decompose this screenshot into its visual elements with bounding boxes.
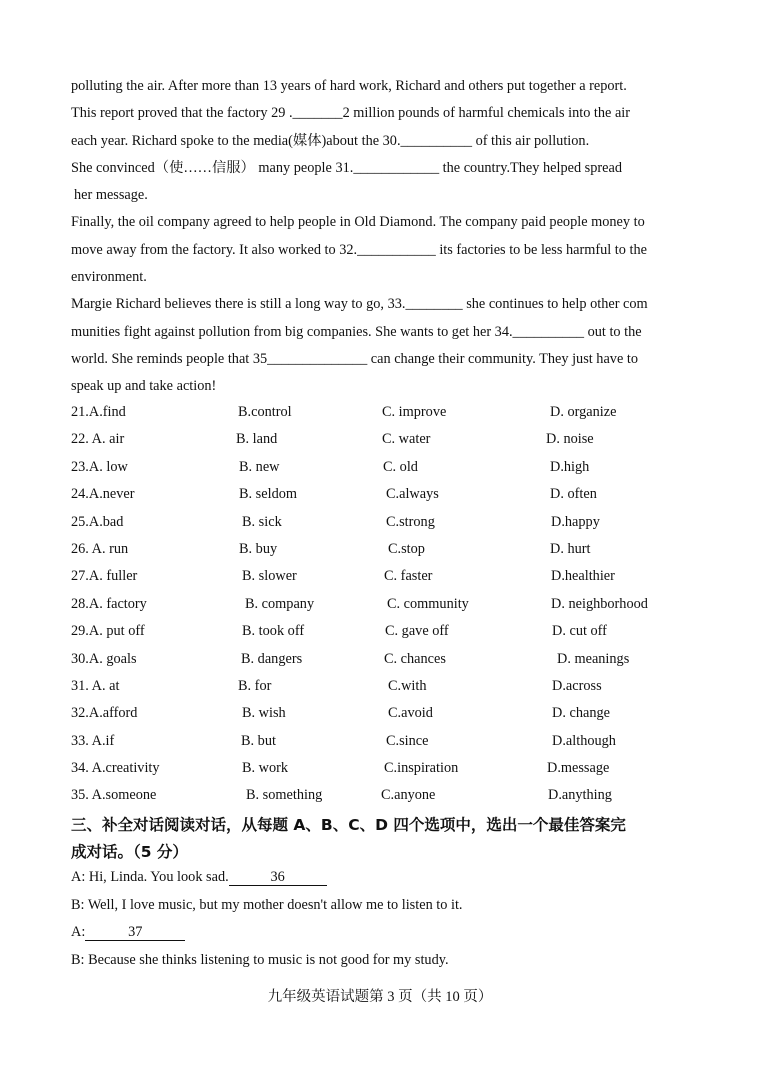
option-row [71, 673, 711, 700]
option-row [71, 782, 711, 809]
option-a: 24.A.never [71, 486, 135, 503]
option-a: 25.A.bad [71, 513, 124, 530]
passage-line: polluting the air. After more than 13 years of hard work, Richard and others put together a report. [71, 78, 627, 94]
option-d: D. meanings [557, 650, 630, 667]
dialogue [71, 864, 711, 974]
option-a: 27.A. fuller [71, 568, 138, 585]
option-b: B. for [238, 677, 272, 694]
option-c: C.inspiration [384, 760, 459, 777]
option-row [71, 700, 711, 727]
option-a: 21.A.find [71, 404, 126, 420]
option-b: B. buy [239, 540, 278, 557]
option-a: 31. A. at [71, 677, 120, 694]
option-a: 23.A. low [71, 458, 128, 475]
option-b: B. new [239, 458, 280, 475]
option-row [71, 563, 711, 590]
option-b: B.control [238, 404, 292, 420]
answer-blank-36: 36 [229, 869, 327, 886]
option-c: C. improve [382, 404, 447, 420]
passage-line: her message. [74, 187, 148, 204]
option-b: B. something [246, 787, 323, 804]
option-row [71, 755, 711, 782]
section-3-title-line: 三、补全对话阅读对话，从每题 A、B、C、D 四个选项中，选出一个最佳答案完 [71, 816, 626, 834]
dialogue-line [71, 919, 711, 947]
page-footer: 九年级英语试题第 3 页（共 10 页） [267, 989, 493, 1005]
option-a: 30.A. goals [71, 650, 137, 667]
option-row [71, 728, 711, 755]
dialogue-line: B: Well, I love music, but my mother doesn't allow me to listen to it. [71, 896, 463, 913]
option-d: D. hurt [550, 540, 591, 557]
dialogue-line [71, 864, 711, 892]
option-c: C.strong [386, 513, 435, 530]
option-d: D.across [552, 677, 602, 694]
option-b: B. dangers [241, 650, 303, 667]
option-row [71, 399, 711, 426]
passage-line: Margie Richard believes there is still a long way to go, 33.________ she continues to help other com [71, 296, 648, 313]
option-c: C. water [382, 431, 431, 448]
passage-line: each year. Richard spoke to the media(媒体)about the 30.__________ of this air pollution. [71, 132, 590, 149]
option-b: B. company [245, 595, 315, 612]
option-c: C. old [383, 458, 418, 475]
option-b: B. work [242, 760, 289, 777]
option-d: D.high [550, 458, 590, 475]
dialogue-line: B: Because she thinks listening to music is not good for my study. [71, 951, 449, 968]
option-c: C.stop [388, 540, 425, 557]
option-d: D. neighborhood [551, 595, 648, 612]
option-b: B. but [241, 732, 276, 749]
answer-options [71, 399, 711, 810]
option-a: 22. A. air [71, 431, 125, 448]
option-b: B. land [236, 431, 278, 448]
option-row [71, 646, 711, 673]
option-row [71, 454, 711, 481]
option-c: C. community [387, 595, 469, 612]
option-c: C. chances [384, 650, 446, 667]
option-d: D.anything [548, 787, 612, 804]
option-row [71, 618, 711, 645]
option-c: C.since [386, 732, 429, 749]
section-3-heading [71, 812, 711, 866]
option-d: D.message [547, 760, 610, 777]
option-b: B. took off [242, 623, 305, 640]
option-a: 29.A. put off [71, 623, 145, 640]
passage-line: world. She reminds people that 35______________ can change their community. They just have to [71, 350, 638, 367]
option-d: D. often [550, 486, 597, 503]
passage-line: munities fight against pollution from big companies. She wants to get her 34.__________ out to the [71, 323, 642, 340]
section-3-title-line: 成对话。（5 分） [71, 843, 188, 861]
option-c: C. gave off [385, 623, 449, 640]
passage-line: speak up and take action! [71, 378, 217, 395]
passage-line: This report proved that the factory 29 ._______2 million pounds of harmful chemicals into the air [71, 105, 631, 122]
dialogue-text: A: [71, 924, 86, 940]
option-b: B. seldom [239, 486, 297, 503]
option-a: 26. A. run [71, 540, 129, 557]
option-a: 35. A.someone [71, 787, 157, 804]
option-d: D. noise [546, 431, 594, 448]
option-d: D. cut off [552, 623, 607, 640]
option-c: C.always [386, 486, 439, 503]
option-d: D. change [552, 705, 610, 722]
passage-line: environment. [71, 269, 147, 286]
dialogue-text: A: Hi, Linda. You look sad. [71, 869, 229, 885]
option-b: B. sick [242, 513, 282, 530]
passage-line: She convinced（使……信服） many people 31.____________ the country.They helped spread [71, 159, 622, 176]
option-d: D.healthier [551, 568, 615, 585]
option-b: B. wish [242, 705, 286, 722]
answer-blank-37: 37 [85, 924, 185, 941]
cloze-passage [71, 73, 711, 401]
option-c: C. faster [384, 568, 433, 585]
option-row [71, 536, 711, 563]
option-a: 28.A. factory [71, 595, 147, 612]
option-d: D. organize [550, 404, 617, 420]
option-row [71, 509, 711, 536]
option-b: B. slower [242, 568, 297, 585]
option-row [71, 481, 711, 508]
option-a: 33. A.if [71, 732, 115, 749]
option-a: 32.A.afford [71, 705, 138, 722]
option-c: C.anyone [381, 787, 436, 804]
option-row [71, 426, 711, 453]
option-d: D.happy [551, 513, 600, 530]
option-c: C.with [388, 677, 427, 694]
option-c: C.avoid [388, 705, 433, 722]
option-a: 34. A.creativity [71, 760, 160, 777]
option-d: D.although [552, 732, 616, 749]
option-row [71, 591, 711, 618]
passage-line: Finally, the oil company agreed to help people in Old Diamond. The company paid people money to [71, 214, 645, 231]
passage-line: move away from the factory. It also worked to 32.___________ its factories to be less harmful to the [71, 241, 647, 258]
